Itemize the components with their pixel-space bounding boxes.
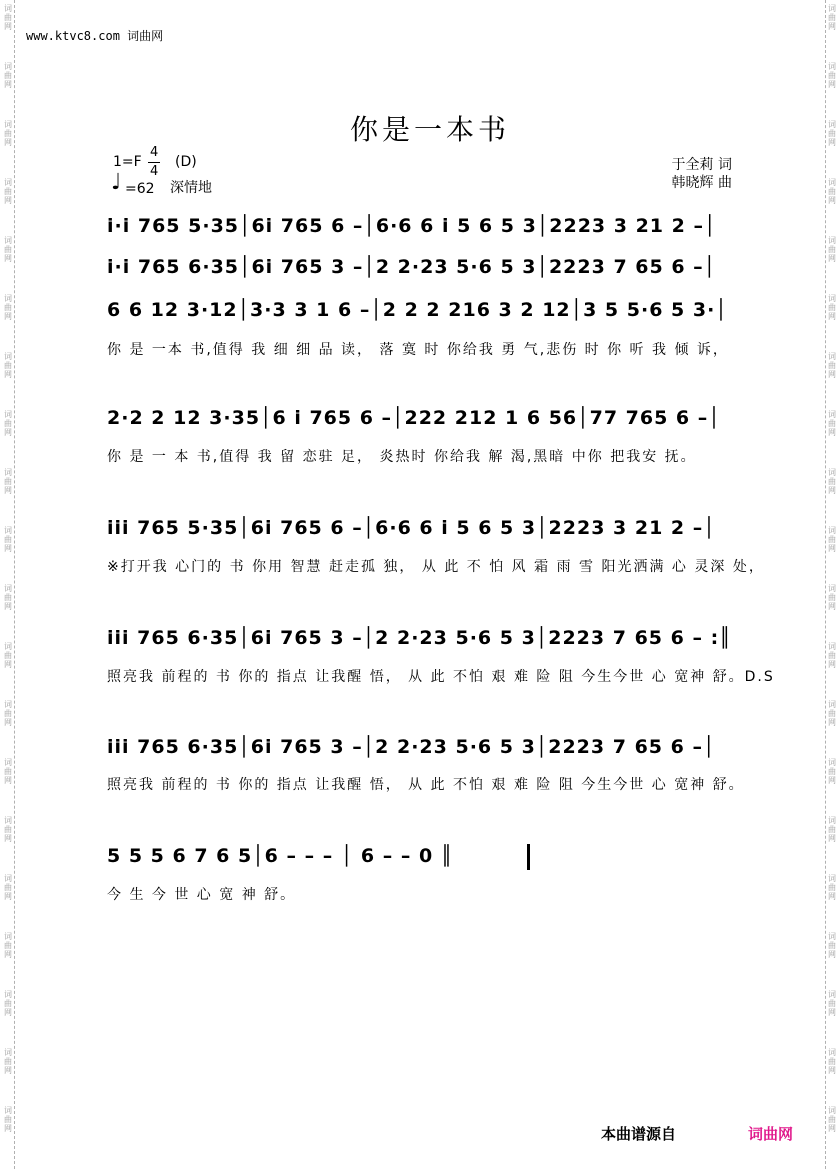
score-line-7: iii 765 6·35│6i 765 3 –│2 2·23 5·6 5 3│2223 7 65 6 –│	[107, 736, 716, 758]
watermark-mark: 词 曲 网	[828, 526, 836, 553]
composer: 韩晓辉 曲	[671, 175, 732, 191]
watermark-mark: 词 曲 网	[828, 294, 836, 321]
watermark-mark: 词 曲 网	[4, 4, 12, 31]
watermark-mark: 词 曲 网	[4, 410, 12, 437]
score-line-5: iii 765 5·35│6i 765 6 –│6·6 6 i 5 6 5 3│2223 3 21 2 –│	[107, 517, 716, 539]
watermark-mark: 词 曲 网	[4, 120, 12, 147]
score-line-3: 6 6 12 3·12│3·3 3 1 6 –│2 2 2 216 3 2 12│3 5 5·6 5 3·│	[107, 299, 728, 321]
watermark-mark: 词 曲 网	[828, 642, 836, 669]
watermark-mark: 词 曲 网	[4, 294, 12, 321]
lyric-line-3: 你 是 一本 书,值得 我 细 细 品 读， 落 寞 时 你给我 勇 气,悲伤 时 你 听 我 倾 诉，	[107, 342, 729, 358]
score-line-1: i·i 765 5·35│6i 765 6 –│6·6 6 i 5 6 5 3│2223 3 21 2 –│	[107, 215, 717, 237]
watermark-mark: 词 曲 网	[828, 816, 836, 843]
lyric-line-7: 照亮我 前程的 书 你的 指点 让我醒 悟， 从 此 不怕 艰 难 险 阻 今生今世 心 宽神 舒。	[107, 777, 745, 793]
lyric-line-4: 你 是 一 本 书,值得 我 留 恋驻 足， 炎热时 你给我 解 渴,黑暗 中你 把我安 抚。	[107, 449, 697, 465]
watermark-mark: 词 曲 网	[4, 468, 12, 495]
watermark-mark: 词 曲 网	[4, 816, 12, 843]
watermark-mark: 词 曲 网	[4, 990, 12, 1017]
watermark-mark: 词 曲 网	[828, 758, 836, 785]
score-line-8: 5 5 5 6 7 6 5│6 – – – │ 6 – – 0 ║	[107, 845, 454, 867]
watermark-mark: 词 曲 网	[828, 700, 836, 727]
footer-source-label: 本曲谱源自	[601, 1125, 677, 1143]
expression-marking: 深情地	[170, 180, 212, 196]
watermark-mark: 词 曲 网	[4, 526, 12, 553]
lyricist: 于全莉 词	[671, 157, 732, 173]
watermark-mark: 词 曲 网	[4, 642, 12, 669]
watermark-mark: 词 曲 网	[4, 874, 12, 901]
time-signature-line	[148, 162, 160, 163]
lyric-line-6: 照亮我 前程的 书 你的 指点 让我醒 悟， 从 此 不怕 艰 难 险 阻 今生今世 心 宽神 舒。D.S	[107, 669, 775, 685]
watermark-mark: 词 曲 网	[4, 584, 12, 611]
score-line-4: 2·2 2 12 3·35│6 i 765 6 –│222 212 1 6 56│77 765 6 –│	[107, 407, 721, 429]
lyric-line-5: ※打开我 心门的 书 你用 智慧 赶走孤 独， 从 此 不 怕 风 霜 雨 雪 阳光洒满 心 灵深 处，	[107, 559, 765, 575]
watermark-mark: 词 曲 网	[828, 410, 836, 437]
footer-site-link[interactable]: 词曲网	[748, 1125, 794, 1143]
watermark-mark: 词 曲 网	[828, 236, 836, 263]
lyric-line-8: 今 生 今 世 心 宽 神 舒。	[107, 887, 297, 903]
watermark-mark: 词 曲 网	[828, 1106, 836, 1133]
watermark-mark: 词 曲 网	[4, 1048, 12, 1075]
watermark-mark: 词 曲 网	[828, 62, 836, 89]
watermark-mark: 词 曲 网	[828, 178, 836, 205]
watermark-mark: 词 曲 网	[828, 120, 836, 147]
watermark-mark: 词 曲 网	[4, 178, 12, 205]
score-line-2: i·i 765 6·35│6i 765 3 –│2 2·23 5·6 5 3│2223 7 65 6 –│	[107, 256, 717, 278]
key-signature: 1=F	[113, 154, 142, 170]
watermark-mark: 词 曲 网	[4, 700, 12, 727]
time-signature-bottom: 4	[150, 164, 159, 179]
site-header[interactable]: www.ktvc8.com 词曲网	[26, 29, 164, 43]
watermark-mark: 词 曲 网	[828, 932, 836, 959]
watermark-mark: 词 曲 网	[4, 236, 12, 263]
watermark-mark: 词 曲 网	[828, 4, 836, 31]
watermark-mark: 词 曲 网	[828, 1048, 836, 1075]
watermark-mark: 词 曲 网	[828, 874, 836, 901]
final-barline	[527, 844, 530, 870]
watermark-mark: 词 曲 网	[828, 584, 836, 611]
watermark-mark: 词 曲 网	[4, 62, 12, 89]
watermark-mark: 词 曲 网	[828, 352, 836, 379]
watermark-mark: 词 曲 网	[4, 1106, 12, 1133]
watermark-mark: 词 曲 网	[828, 468, 836, 495]
key-note: (D)	[175, 154, 197, 170]
quarter-note-icon: ♩	[111, 170, 122, 195]
tempo: =62	[125, 181, 155, 197]
time-signature-top: 4	[150, 145, 159, 160]
watermark-mark: 词 曲 网	[4, 758, 12, 785]
song-title: 你是一本书	[349, 113, 510, 146]
watermark-mark: 词 曲 网	[4, 932, 12, 959]
score-line-6: iii 765 6·35│6i 765 3 –│2 2·23 5·6 5 3│2223 7 65 6 – :║	[107, 627, 732, 649]
watermark-mark: 词 曲 网	[828, 990, 836, 1017]
watermark-mark: 词 曲 网	[4, 352, 12, 379]
